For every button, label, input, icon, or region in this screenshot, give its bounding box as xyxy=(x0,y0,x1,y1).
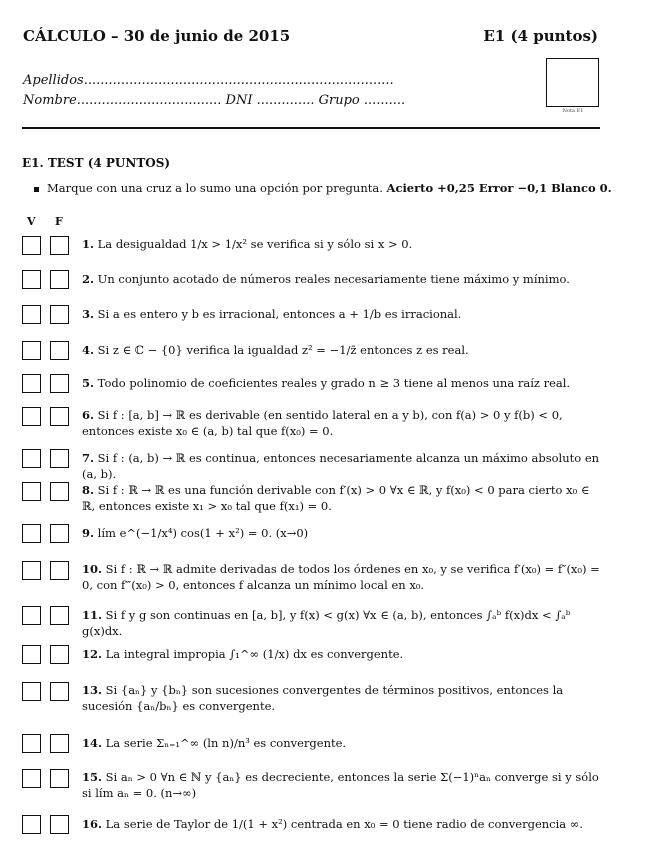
dni-label: DNI xyxy=(225,93,253,108)
checkbox-f-11[interactable] xyxy=(50,606,69,625)
question-text-6 xyxy=(82,407,602,439)
question-number: 7. xyxy=(82,451,95,465)
question-text-7 xyxy=(82,450,602,482)
question-number: 14. xyxy=(82,736,103,750)
checkbox-f-6[interactable] xyxy=(50,407,69,426)
exam-title: CÁLCULO – 30 de junio de 2015 xyxy=(23,27,291,45)
question-text-3 xyxy=(82,306,602,322)
checkbox-f-13[interactable] xyxy=(50,682,69,701)
header-divider xyxy=(22,127,600,129)
question-text-4 xyxy=(82,342,602,358)
checkbox-f-2[interactable] xyxy=(50,270,69,289)
question-number: 12. xyxy=(82,647,103,661)
question-text-12 xyxy=(82,646,602,662)
checkbox-f-1[interactable] xyxy=(50,236,69,255)
nota-box[interactable] xyxy=(546,58,599,107)
question-text-8 xyxy=(82,482,602,514)
question-number: 6. xyxy=(82,408,95,422)
question-number: 11. xyxy=(82,608,103,622)
question-body: Si a es entero y b es irracional, entonces a + 1/b es irracional. xyxy=(97,307,462,321)
instruction-scoring: Acierto +0,25 Error −0,1 Blanco 0. xyxy=(386,181,612,195)
checkbox-v-2[interactable] xyxy=(22,270,41,289)
column-f-label: F xyxy=(55,215,63,228)
question-text-16 xyxy=(82,816,602,832)
question-body: Si z ∈ ℂ − {0} verifica la igualdad z² = −1/z̄ entonces z es real. xyxy=(97,343,469,357)
question-number: 5. xyxy=(82,376,95,390)
question-body: lím e^(−1/x⁴) cos(1 + x²) = 0. (x→0) xyxy=(97,526,309,540)
checkbox-v-16[interactable] xyxy=(22,815,41,834)
checkbox-v-14[interactable] xyxy=(22,734,41,753)
question-number: 1. xyxy=(82,237,95,251)
question-body: Un conjunto acotado de números reales necesariamente tiene máximo y mínimo. xyxy=(97,272,570,286)
checkbox-v-12[interactable] xyxy=(22,645,41,664)
column-v-label: V xyxy=(27,215,36,228)
checkbox-f-12[interactable] xyxy=(50,645,69,664)
question-body: Si f : ℝ → ℝ admite derivadas de todos los órdenes en x₀, y se verifica f′(x₀) = f″(x₀) = 0, con f‴(x₀) > 0, entonces f alcanza un mínimo local en x₀. xyxy=(82,562,600,592)
question-body: Todo polinomio de coeficientes reales y grado n ≥ 3 tiene al menos una raíz real. xyxy=(97,376,571,390)
nota-label: Nota E1 xyxy=(562,108,584,114)
question-text-10 xyxy=(82,561,602,593)
apellidos-dots: ........................................................................... xyxy=(83,73,394,88)
checkbox-f-3[interactable] xyxy=(50,305,69,324)
checkbox-f-7[interactable] xyxy=(50,449,69,468)
apellidos-label: Apellidos xyxy=(23,73,84,88)
question-text-1 xyxy=(82,236,602,252)
question-number: 15. xyxy=(82,770,103,784)
checkbox-v-13[interactable] xyxy=(22,682,41,701)
question-body: La serie de Taylor de 1/(1 + x²) centrada en x₀ = 0 tiene radio de convergencia ∞. xyxy=(105,817,584,831)
question-body: Si aₙ > 0 ∀n ∈ ℕ y {aₙ} es decreciente, entonces la serie Σ(−1)ⁿaₙ converge si y sólo si lím aₙ = 0. (n→∞) xyxy=(82,770,599,800)
question-text-11 xyxy=(82,607,602,639)
section-title: E1. TEST (4 PUNTOS) xyxy=(22,156,171,170)
question-body: Si {aₙ} y {bₙ} son sucesiones convergentes de términos positivos, entonces la sucesión {aₙ/bₙ} es convergente. xyxy=(82,683,564,713)
dni-dots: .............. xyxy=(252,93,319,108)
question-text-2 xyxy=(82,271,602,287)
checkbox-v-9[interactable] xyxy=(22,524,41,543)
question-number: 3. xyxy=(82,307,95,321)
checkbox-v-7[interactable] xyxy=(22,449,41,468)
checkbox-v-4[interactable] xyxy=(22,341,41,360)
checkbox-v-11[interactable] xyxy=(22,606,41,625)
nombre-label: Nombre xyxy=(23,93,77,108)
checkbox-v-8[interactable] xyxy=(22,482,41,501)
question-text-15 xyxy=(82,769,602,801)
checkbox-f-14[interactable] xyxy=(50,734,69,753)
question-body: Si f : (a, b) → ℝ es continua, entonces necesariamente alcanza un máximo absoluto en (a, b). xyxy=(82,451,600,481)
question-text-9 xyxy=(82,525,602,541)
question-number: 10. xyxy=(82,562,103,576)
checkbox-v-1[interactable] xyxy=(22,236,41,255)
nombre-line[interactable] xyxy=(23,93,405,108)
question-number: 9. xyxy=(82,526,95,540)
checkbox-v-10[interactable] xyxy=(22,561,41,580)
question-body: La desigualdad 1/x > 1/x² se verifica si y sólo si x > 0. xyxy=(97,237,413,251)
apellidos-line[interactable] xyxy=(23,73,394,88)
grupo-label: Grupo xyxy=(318,93,360,108)
question-text-14 xyxy=(82,735,602,751)
question-text-13 xyxy=(82,682,602,714)
exam-part-label: E1 (4 puntos) xyxy=(483,27,598,45)
checkbox-f-15[interactable] xyxy=(50,769,69,788)
instruction-line xyxy=(34,181,612,195)
question-text-5 xyxy=(82,375,602,391)
bullet-icon xyxy=(34,187,39,192)
checkbox-f-10[interactable] xyxy=(50,561,69,580)
question-number: 2. xyxy=(82,272,95,286)
nombre-dots: ................................... xyxy=(76,93,222,108)
checkbox-f-8[interactable] xyxy=(50,482,69,501)
question-body: Si f : [a, b] → ℝ es derivable (en sentido lateral en a y b), con f(a) > 0 y f(b) < 0, entonces existe x₀ ∈ (a, b) tal que f(x₀) = 0. xyxy=(82,408,563,438)
checkbox-v-3[interactable] xyxy=(22,305,41,324)
checkbox-v-5[interactable] xyxy=(22,374,41,393)
checkbox-f-4[interactable] xyxy=(50,341,69,360)
question-body: La serie Σₙ₌₁^∞ (ln n)/n³ es convergente. xyxy=(105,736,347,750)
question-number: 16. xyxy=(82,817,103,831)
checkbox-v-6[interactable] xyxy=(22,407,41,426)
grupo-dots: .......... xyxy=(359,93,406,108)
checkbox-f-5[interactable] xyxy=(50,374,69,393)
checkbox-f-9[interactable] xyxy=(50,524,69,543)
question-number: 4. xyxy=(82,343,95,357)
question-body: Si f y g son continuas en [a, b], y f(x) < g(x) ∀x ∈ (a, b), entonces ∫ₐᵇ f(x)dx < ∫ₐᵇ g(x)dx. xyxy=(82,608,571,638)
checkbox-v-15[interactable] xyxy=(22,769,41,788)
question-body: Si f : ℝ → ℝ es una función derivable con f′(x) > 0 ∀x ∈ ℝ, y f(x₀) < 0 para cierto x₀ ∈ ℝ, entonces existe x₁ > x₀ tal que f(x₁) = 0. xyxy=(82,483,590,513)
checkbox-f-16[interactable] xyxy=(50,815,69,834)
question-number: 8. xyxy=(82,483,95,497)
instruction-text: Marque con una cruz a lo sumo una opción por pregunta. xyxy=(47,181,383,195)
question-number: 13. xyxy=(82,683,103,697)
question-body: La integral impropia ∫₁^∞ (1/x) dx es convergente. xyxy=(105,647,404,661)
